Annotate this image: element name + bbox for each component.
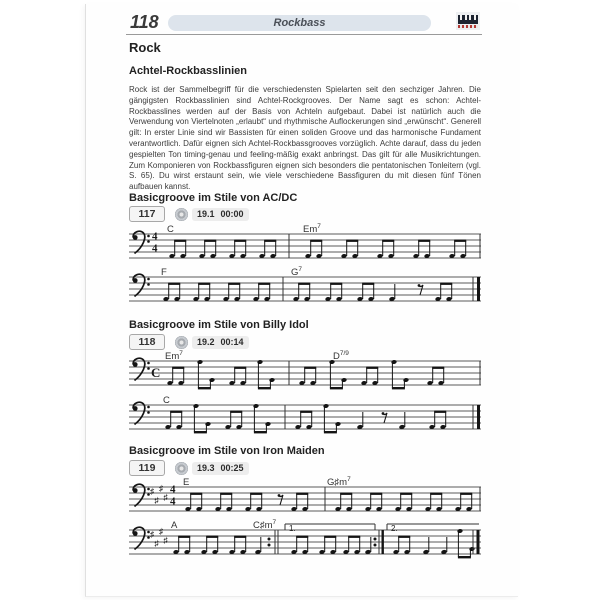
header-title: Rockbass <box>273 17 326 29</box>
cd-time: 00:00 <box>220 209 244 219</box>
cd-track: 19.1 <box>197 209 215 219</box>
exercise-title-acdc: Basicgroove im Stile von AC/DC <box>129 192 298 204</box>
exercise-number-badge: 117 <box>129 206 165 222</box>
measure-notes <box>293 283 452 302</box>
time-signature: C <box>151 365 161 380</box>
svg-text:♯: ♯ <box>159 526 164 536</box>
volta-2-label: 2. <box>391 524 398 533</box>
measure-notes <box>169 240 276 259</box>
staff-billyidol-2 <box>129 397 481 441</box>
exercise-number-badge: 118 <box>129 334 165 350</box>
time-signature-top: 4 <box>170 483 176 496</box>
book-page <box>85 4 518 597</box>
svg-text:♯: ♯ <box>150 486 155 496</box>
volta-1-bracket <box>285 524 375 533</box>
exercise-title-billy-idol: Basicgroove im Stile von Billy Idol <box>129 319 309 331</box>
page-number: 118 <box>130 12 159 32</box>
svg-text:♯: ♯ <box>163 492 168 502</box>
section-heading: Achtel-Rockbasslinien <box>129 65 247 77</box>
time-signature-bottom: 4 <box>152 242 158 255</box>
exercise-badge-row <box>129 334 249 350</box>
key-signature <box>150 526 168 548</box>
svg-text:♯: ♯ <box>150 529 155 539</box>
time-signature-top: 4 <box>152 230 158 243</box>
svg-text:♯: ♯ <box>163 535 168 545</box>
cd-icon <box>175 336 188 349</box>
cd-track-info <box>192 462 249 475</box>
volta-2-bracket <box>387 524 479 533</box>
staff-acdc-2 <box>129 266 481 313</box>
key-signature <box>150 483 168 505</box>
measure-notes <box>163 283 270 302</box>
time-signature-bottom: 4 <box>170 495 176 508</box>
measure-notes <box>305 240 466 259</box>
cd-track-info <box>192 208 249 221</box>
staff-graphic <box>129 397 481 441</box>
chord-symbol: $G♯m^7$ <box>327 476 351 489</box>
staff-ironmaiden-1 <box>129 476 481 523</box>
measure-notes <box>291 536 371 555</box>
chord-symbol: $C♯m^7$ <box>253 519 277 532</box>
publisher-logo-icon <box>456 12 480 30</box>
header-title-bar <box>168 15 431 31</box>
svg-text:♯: ♯ <box>154 495 159 505</box>
intro-paragraph: Rock ist der Sammelbegriff für die verschiedensten Spielarten seit den sechziger Jahren. Die gängigsten Rockbasslinien sind Achtel-Rockgrooves. Der Name sagt es schon: Achtel-Rockbasslines werden auf der Basis von Achteln aufgebaut. Dabei ist natürlich auch die Verwendung von Viertelnoten „erlaubt“ und rhythmische Auflockerungen sind „erwünscht“. Generell gilt: In erster Linie sind wir Bassisten für einen soliden Groove und das harmonische Fundament verantwortlich. Dafür eignen sich Achtel-Rockbassgrooves vorzüglich. Achte darauf, dass du jeden gespielten Ton timing-genau und feeling-mäßig exakt anbringst. Das gilt für alle Musikrichtungen. Zum Komponieren von Rockbassfiguren eignen sich besonders die pentatonischen Tonleitern (vgl. S. 65). Du wirst erstaunt sein, wie viele verschiedene Bassfiguren du mit diesen fünf Tönen aufbauen kannst. <box>129 85 481 192</box>
chord-symbol: $D^{7/9}$ <box>333 350 349 363</box>
chord-symbol: Em$^7$ <box>303 223 321 236</box>
staff-ironmaiden-2 <box>129 519 481 566</box>
cd-track-info <box>192 336 249 349</box>
staff-graphic <box>129 522 481 566</box>
chord-symbol: C <box>167 224 174 236</box>
chord-symbol: $G^7$ <box>291 266 303 279</box>
exercise-number-badge: 119 <box>129 460 165 476</box>
measure-notes <box>335 493 472 512</box>
svg-text:♯: ♯ <box>159 483 164 493</box>
cd-track: 19.3 <box>197 463 215 473</box>
volta-1-label: 1. <box>289 524 296 533</box>
staff-graphic <box>129 479 481 523</box>
chapter-heading: Rock <box>129 40 161 55</box>
chord-symbol: Em$^7$ <box>165 350 183 363</box>
staff-graphic <box>129 269 481 313</box>
chord-symbol: E <box>183 477 190 489</box>
staff-billyidol-1 <box>129 350 481 397</box>
piano-keys-icon <box>458 15 478 24</box>
cd-time: 00:14 <box>220 337 244 347</box>
cd-icon <box>175 462 188 475</box>
chord-symbol: F <box>161 267 167 279</box>
measure-notes <box>173 536 261 555</box>
measure-notes <box>185 493 308 512</box>
exercise-badge-row <box>129 460 249 476</box>
exercise-title-iron-maiden: Basicgroove im Stile von Iron Maiden <box>129 445 325 457</box>
exercise-badge-row <box>129 206 249 222</box>
cd-time: 00:25 <box>220 463 244 473</box>
staff-acdc-1 <box>129 223 481 270</box>
cd-track: 19.2 <box>197 337 215 347</box>
header-divider <box>126 34 482 35</box>
svg-text:♯: ♯ <box>154 538 159 548</box>
chord-symbol: C <box>163 395 170 407</box>
chord-symbol: A <box>171 520 178 532</box>
cd-icon <box>175 208 188 221</box>
